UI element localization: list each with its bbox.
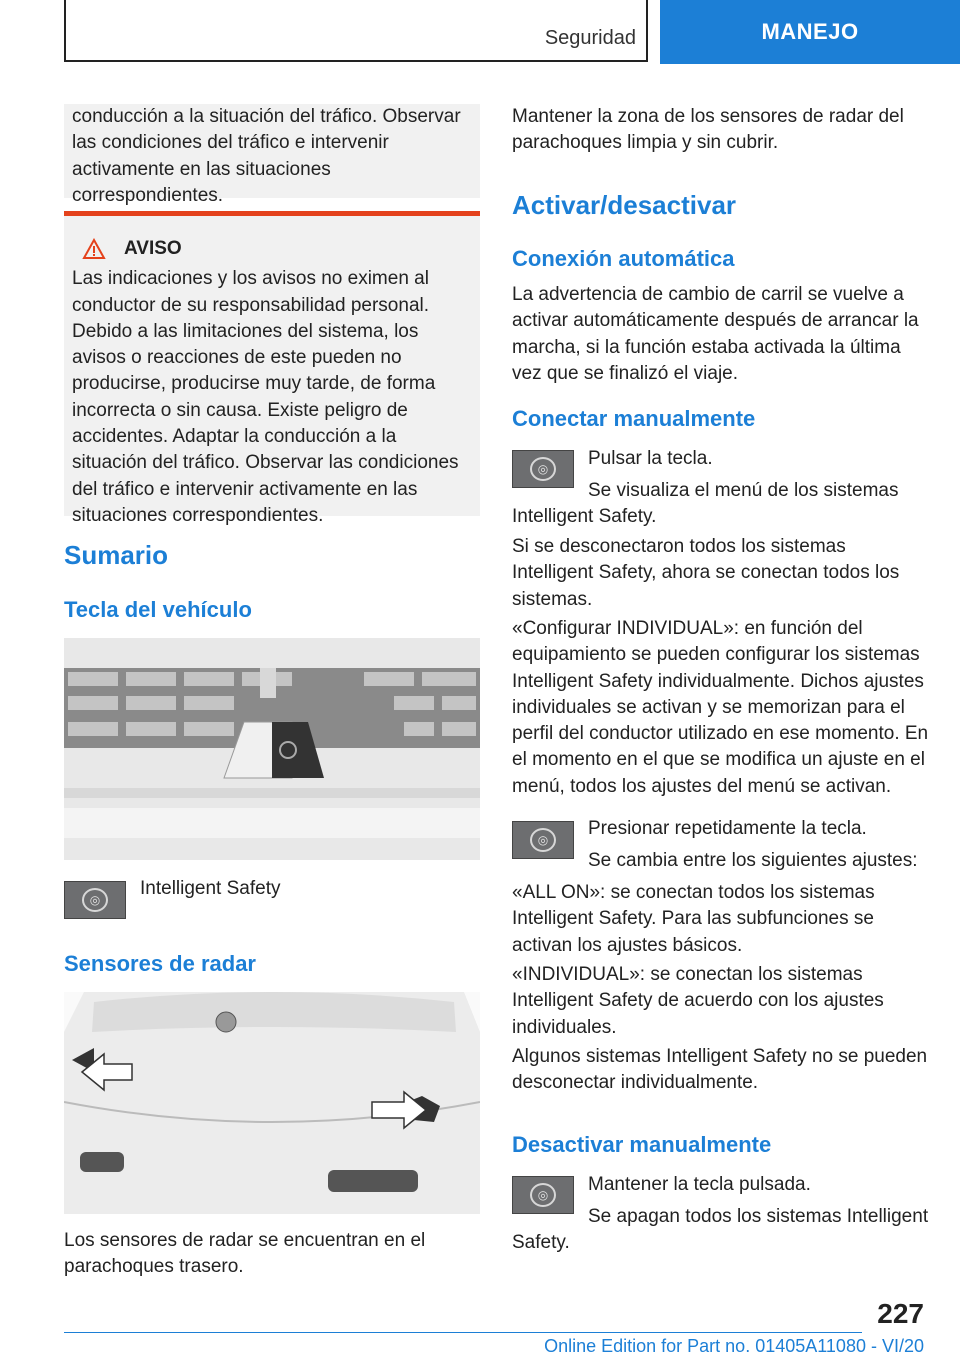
- heading-sumario: Sumario: [64, 540, 169, 570]
- key-label: Intelligent Safety: [140, 878, 281, 899]
- allon-text: «ALL ON»: se conectan todos los sistemas Intelligent Safety. Para las subfunciones se activan los ajustes básicos.: [512, 882, 875, 956]
- warning-title: AVISO: [124, 238, 182, 259]
- intelligent-safety-key-icon: ◎: [512, 1176, 574, 1214]
- heading-sensores: Sensores de radar: [64, 951, 256, 976]
- warning-triangle-icon: [82, 238, 106, 260]
- footer-rule: [64, 1332, 862, 1333]
- warning-body: Las indicaciones y los avisos no eximen al conductor de su responsabilidad personal. Debido a las limitaciones del sistema, los avisos o reacciones de este pueden no producirse, producirse muy tarde, de forma incorrecta o sin causa. Existe peligro de accidentes. Adaptar la conducción a la situación del tráfico. Observar las condiciones del tráfico e intervenir activamente en las situaciones correspondientes.: [72, 268, 459, 526]
- conexion-text: La advertencia de cambio de carril se vuelve a activar automáticamente después de arrancar la marcha, si la función estaba activada la última vez que se finalizó el viaje.: [512, 284, 919, 384]
- intelligent-safety-key-icon: ◎: [64, 881, 126, 919]
- heading-tecla: Tecla del vehículo: [64, 597, 252, 622]
- step2-a: Presionar repetidamente la tecla.: [588, 818, 867, 839]
- heading-activar: Activar/desactivar: [512, 190, 737, 220]
- intelligent-safety-key-icon: ◎: [512, 821, 574, 859]
- right-intro: Mantener la zona de los sensores de radar del parachoques limpia y sin cubrir.: [512, 106, 904, 154]
- top-note: conducción a la situación del tráfico. Observar las condiciones del tráfico e intervenir activamente en las situaciones correspondientes.: [72, 106, 461, 206]
- step1-b: Se visualiza el menú de los sistemas Intelligent Safety.: [512, 480, 899, 528]
- step3-a: Mantener la tecla pulsada.: [588, 1174, 811, 1195]
- individual-text: «INDIVIDUAL»: se conectan los sistemas Intelligent Safety de acuerdo con los ajustes individuales.: [512, 964, 884, 1038]
- radar-sensors-image: [64, 992, 480, 1214]
- desconect-text: Si se desconectaron todos los sistemas Intelligent Safety, ahora se conectan todos los sistemas.: [512, 536, 900, 610]
- warning-box: [64, 216, 480, 526]
- page-number: 227: [877, 1298, 924, 1329]
- heading-conexion: Conexión automática: [512, 246, 735, 271]
- top-note-box: [64, 104, 480, 206]
- chapter-tab: MANEJO: [660, 0, 960, 64]
- step1-a: Pulsar la tecla.: [588, 448, 713, 469]
- algunos-text: Algunos sistemas Intelligent Safety no se pueden desconectar individualmente.: [512, 1046, 928, 1094]
- section-title: Seguridad: [544, 27, 636, 49]
- heading-conectar: Conectar manualmente: [512, 406, 756, 431]
- heading-desactivar: Desactivar manualmente: [512, 1132, 772, 1157]
- sensores-text: Los sensores de radar se encuentran en el parachoques trasero.: [64, 1230, 426, 1278]
- footer-text: Online Edition for Part no. 01405A11080 - VI/20: [544, 1336, 924, 1356]
- config-text: «Configurar INDIVIDUAL»: en función del equipamiento se pueden configurar los sistemas Intelligent Safety individualmente. Dichos ajustes individuales se activan y se memorizan para el perfil del conductor utilizado en ese momento. En el momento en el que se modifica un ajuste en el menú, todos los ajustes del menú se activan.: [512, 618, 929, 797]
- step3-b: Se apagan todos los sistemas Intelligent Safety.: [512, 1206, 929, 1254]
- vehicle-key-image: [64, 638, 480, 860]
- intelligent-safety-key-icon: ◎: [512, 450, 574, 488]
- header-section-box: [64, 0, 648, 62]
- step2-b: Se cambia entre los siguientes ajustes:: [588, 850, 918, 871]
